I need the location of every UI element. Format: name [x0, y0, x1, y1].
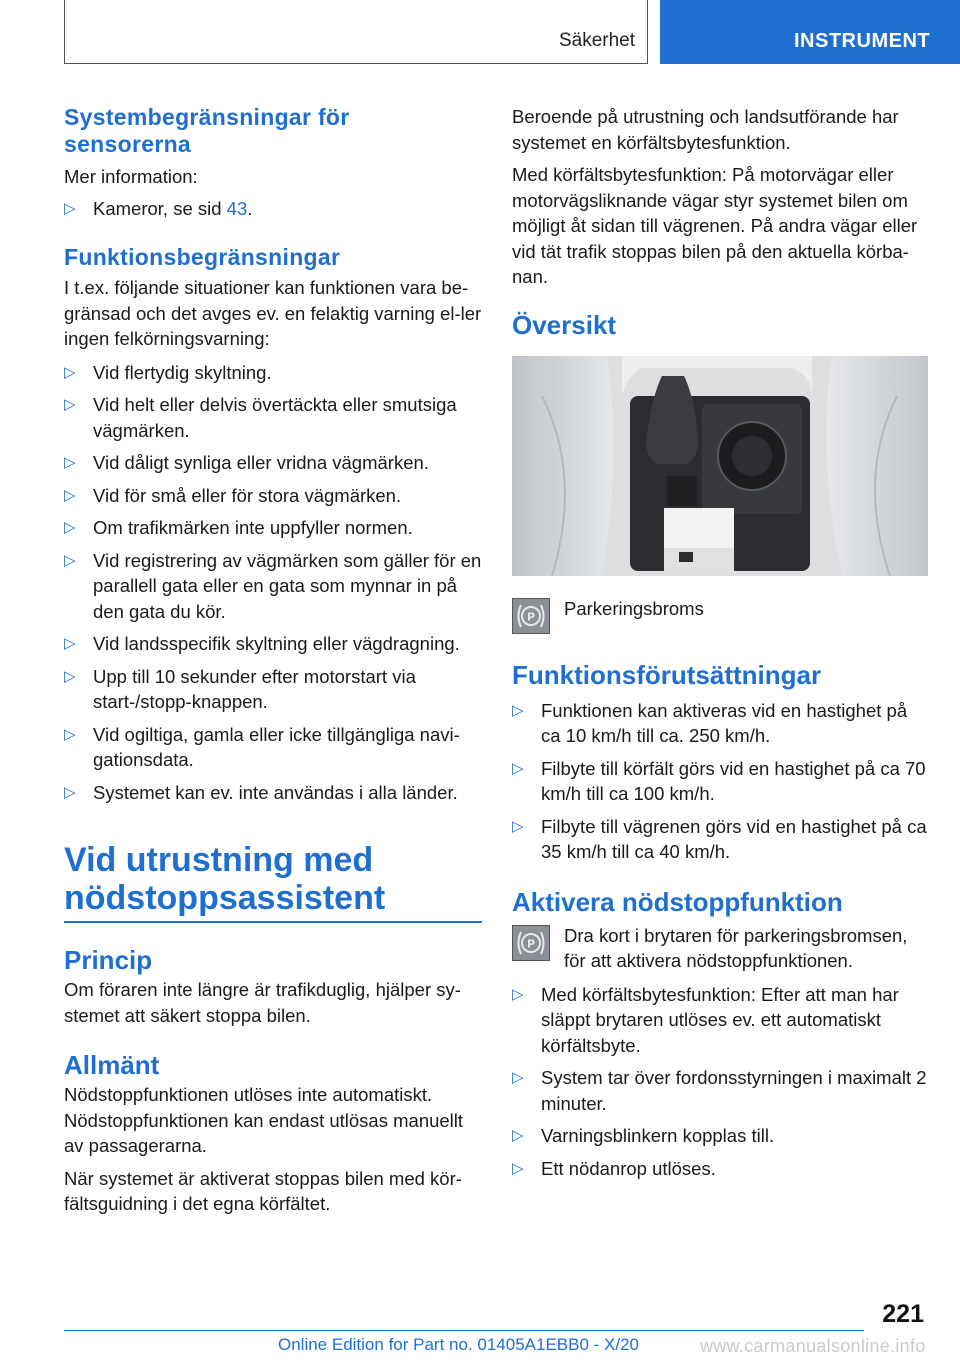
triangle-right-icon: ▷ [64, 363, 76, 381]
triangle-right-icon: ▷ [512, 1159, 524, 1177]
header-chapter-tab [660, 0, 960, 64]
heading-general: Allmänt [64, 1050, 160, 1080]
footer-divider [64, 1330, 864, 1331]
list-item [64, 392, 482, 443]
list-item [64, 631, 482, 657]
list-item [512, 1065, 928, 1116]
heading-emergency-stop: Vid utrustning med nödstoppsassistent [64, 841, 386, 917]
center-console-illustration [512, 356, 928, 576]
triangle-right-icon: ▷ [512, 985, 524, 1003]
list-item-text: Vid flertydig skyltning. [93, 361, 272, 383]
list-item [512, 1156, 928, 1182]
page-link-43[interactable]: 43 [226, 197, 248, 219]
parking-brake-row [512, 596, 928, 636]
parking-brake-symbol [513, 926, 549, 960]
list-item [64, 780, 482, 806]
triangle-right-icon: ▷ [64, 199, 76, 217]
svg-text:P: P [526, 937, 536, 950]
triangle-right-icon: ▷ [512, 759, 524, 777]
triangle-right-icon: ▷ [64, 454, 76, 471]
intro-text-1: Beroende på utrustning och landsutförande har systemet en körfältsbytesfunktion. [512, 106, 899, 153]
parking-brake-icon [512, 925, 550, 961]
list-item-text: Vid registrering av vägmärken som gäller för en parallell gata eller en gata som mynnar in på den gata du kör. [93, 549, 482, 622]
list-item-text: Vid ogiltiga, gamla eller icke tillgängliga navi-gationsdata. [93, 723, 460, 770]
heading-principle: Princip [64, 945, 153, 975]
svg-text:P: P [526, 610, 536, 623]
more-info-list [64, 196, 482, 222]
parking-brake-icon [512, 598, 550, 634]
list-item [64, 450, 482, 476]
function-limits-intro: I t.ex. följande situationer kan funktionen vara be-gränsad och det avges ev. en felaktig varning el-ler ingen felkörningsvarning: [64, 277, 482, 349]
list-item [512, 698, 928, 749]
page-number: 221 [882, 1300, 924, 1328]
list-item-text: Vid helt eller delvis övertäckta eller smutsiga vägmärken. [93, 394, 457, 441]
activate-list [512, 982, 928, 1182]
list-item [64, 360, 482, 386]
triangle-right-icon: ▷ [64, 725, 76, 743]
list-item-text: Ett nödanrop utlöses. [541, 1157, 716, 1179]
list-item-text: Med körfältsbytesfunktion: Efter att man har släppt brytaren utlöses ev. ett automatiskt körfältsbyte. [541, 983, 899, 1056]
more-info-text: Mer information: [64, 166, 198, 187]
activate-row [512, 923, 928, 974]
heading-function-limits: Funktionsbegränsningar [64, 244, 341, 270]
list-item-text: Systemet kan ev. inte användas i alla länder. [93, 781, 458, 803]
list-item-text: Vid dåligt synliga eller vridna vägmärken. [93, 452, 429, 473]
parking-brake-symbol [513, 599, 549, 633]
triangle-right-icon: ▷ [64, 667, 76, 685]
triangle-right-icon: ▷ [64, 486, 76, 504]
general-text-1: Nödstoppfunktionen utlöses inte automatiskt. Nödstoppfunktionen kan endast utlösas manuellt av passagerarna. [64, 1084, 464, 1156]
list-item [64, 515, 482, 541]
list-item-text: System tar över fordonsstyrningen i maximalt 2 minuter. [541, 1067, 927, 1114]
list-item: ▷ Kameror, se sid 43. [64, 196, 482, 222]
principle-text: Om föraren inte längre är trafikduglig, hjälper sy-stemet att säkert stoppa bilen. [64, 979, 461, 1026]
activate-text: Dra kort i brytaren för parkeringsbromsen, för att aktivera nödstoppfunktionen. [564, 924, 908, 971]
list-item [64, 722, 482, 773]
list-item-text: Vid för små eller för stora vägmärken. [93, 484, 402, 506]
intro-text-2: Med körfältsbytesfunktion: På motorvägar eller motorvägsliknande vägar styr systemet bilen om möjligt åt sidan till vägrenen. På andra vägar eller vid tät trafik stoppas bilen på den aktuella körba-nan. [512, 164, 918, 287]
heading-overview: Översikt [512, 309, 617, 340]
left-column [64, 104, 482, 1217]
triangle-right-icon: ▷ [64, 551, 76, 569]
list-item [64, 483, 482, 509]
triangle-right-icon: ▷ [64, 783, 76, 801]
footer-edition: Online Edition for Part no. 01405A1EBB0 - X/20 [278, 1335, 640, 1354]
function-limits-list [64, 360, 482, 806]
heading-system-limits: Systembegränsningar för sensorerna [64, 104, 350, 157]
triangle-right-icon: ▷ [512, 817, 524, 835]
list-item-text: Om trafikmärken inte uppfyller normen. [93, 517, 413, 538]
parking-brake-label: Parkeringsbroms [564, 597, 704, 619]
list-item-text: Filbyte till körfält görs vid en hastighet på ca 70 km/h till ca 100 km/h. [541, 757, 926, 804]
heading-activate: Aktivera nödstoppfunktion [512, 886, 843, 917]
triangle-right-icon: ▷ [64, 519, 76, 536]
list-item [64, 548, 482, 625]
list-item [512, 814, 928, 865]
list-item-text: Upp till 10 sekunder efter motorstart via start-/stopp-knappen. [93, 665, 416, 712]
list-item [512, 982, 928, 1059]
center-console-photo [512, 356, 928, 576]
triangle-right-icon: ▷ [64, 635, 76, 652]
header-section-title: Säkerhet [558, 30, 635, 51]
list-item [512, 756, 928, 807]
prerequisites-list [512, 698, 928, 865]
header-section-box [64, 0, 648, 64]
list-item [64, 664, 482, 715]
right-column [512, 104, 928, 1181]
chapter-heading-block [64, 841, 482, 923]
triangle-right-icon: ▷ [512, 1069, 524, 1086]
triangle-right-icon: ▷ [64, 396, 76, 413]
list-item [512, 1123, 928, 1149]
list-item-text: Varningsblinkern kopplas till. [541, 1125, 775, 1146]
triangle-right-icon: ▷ [512, 701, 524, 719]
heading-prerequisites: Funktionsförutsättningar [512, 659, 822, 690]
list-item-text: Filbyte till vägrenen görs vid en hastighet på ca 35 km/h till ca 40 km/h. [541, 815, 927, 862]
header-chapter-title: INSTRUMENT [794, 30, 931, 52]
more-info-item-text: Kameror, se sid [93, 197, 227, 219]
list-item-text: Vid landsspecifik skyltning eller vägdragning. [93, 633, 460, 654]
general-text-2: När systemet är aktiverat stoppas bilen med kör-fältsguidning i det egna körfältet. [64, 1167, 462, 1214]
triangle-right-icon: ▷ [512, 1127, 524, 1144]
list-item-text: Funktionen kan aktiveras vid en hastighet på ca 10 km/h till ca. 250 km/h. [541, 699, 908, 746]
watermark: www.carmanualsonline.info [700, 1336, 926, 1356]
